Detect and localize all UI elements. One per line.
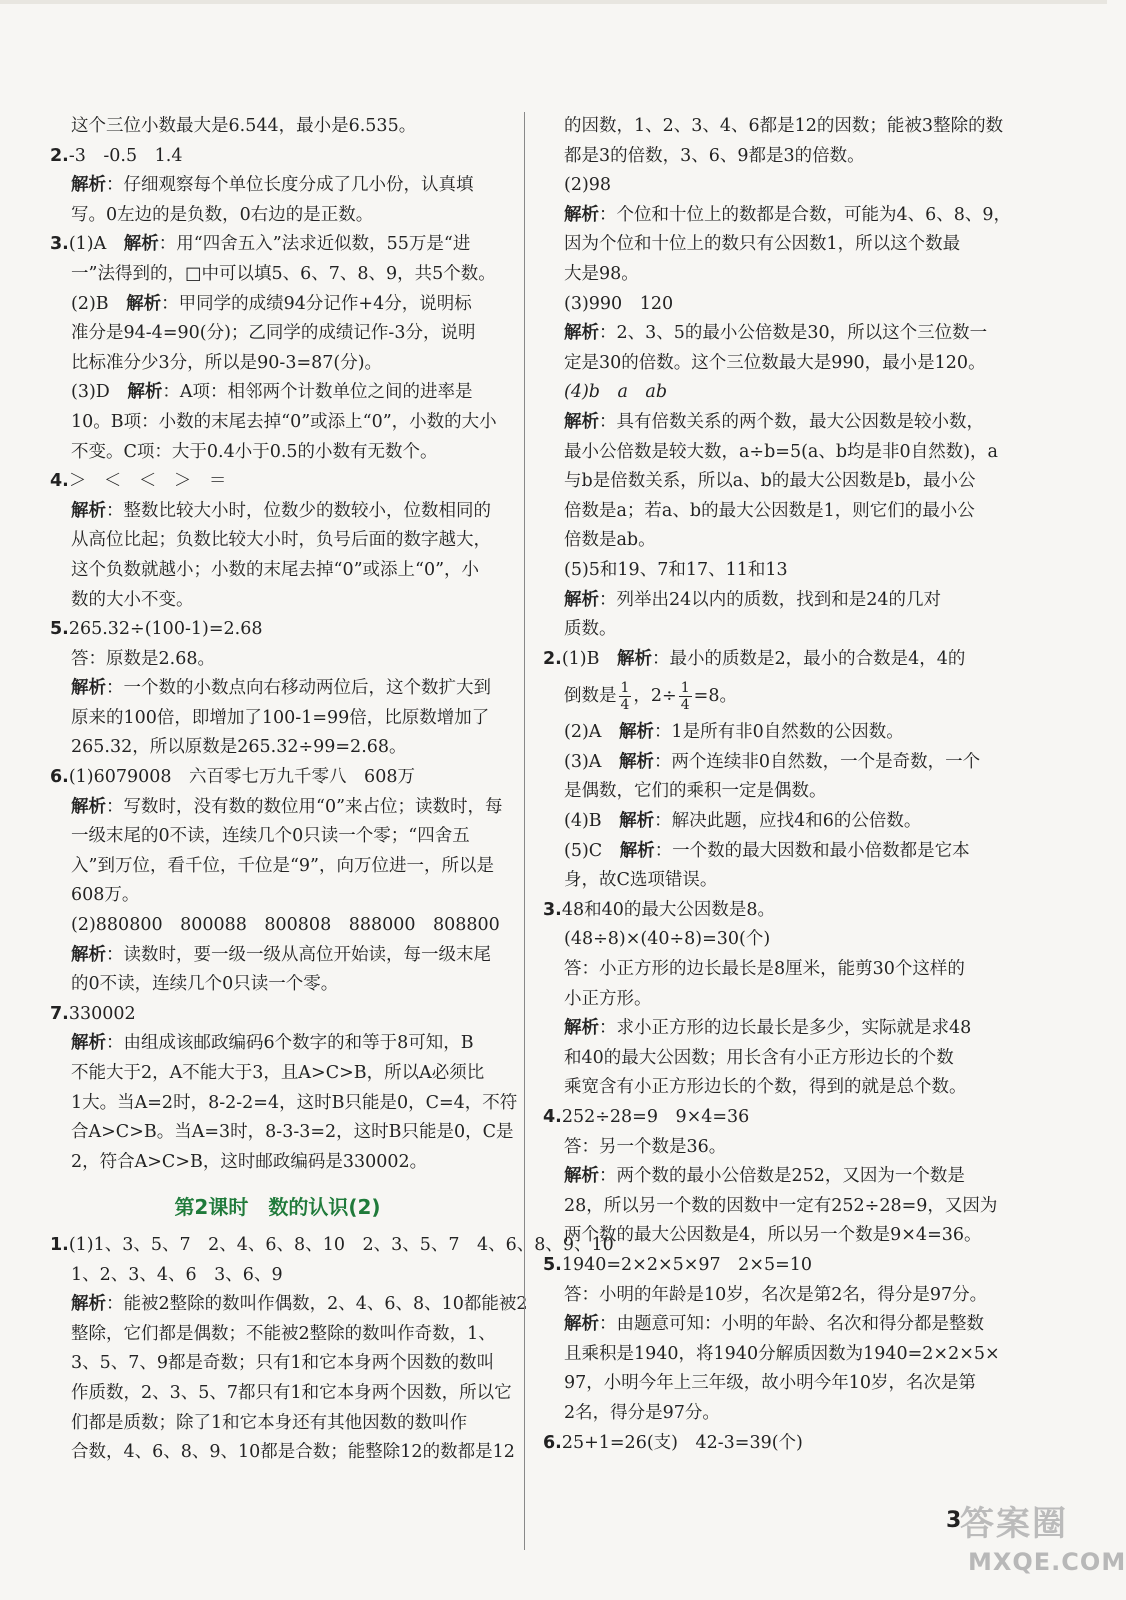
answer: (2)A [564, 722, 619, 743]
analysis-text: 原来的100倍，即增加了100-1=99倍，比原数增加了 [71, 707, 490, 728]
analysis-text: 10。B项：小数的末尾去掉“0”或添上“0”，小数的大小 [71, 411, 497, 432]
analysis-label: 解析 [564, 323, 599, 344]
answer: 265.32÷(100-1)=2.68 [68, 619, 263, 640]
analysis-text: 比标准分少3分，所以是90-3=87(分)。 [71, 352, 383, 373]
analysis-text: 定是30的倍数。这个三位数最大是990，最小是120。 [564, 352, 986, 373]
analysis-label: 解析 [71, 678, 106, 699]
answer: 252÷28=9 9×4=36 [561, 1107, 750, 1127]
analysis-text: 从高位比起；负数比较大小时，负号后面的数字越大， [71, 530, 491, 551]
analysis-text: 这个负数就越小；小数的末尾去掉“0”或添上“0”，小 [71, 559, 480, 580]
analysis-text: 一级末尾的0不读，连续几个0只读一个零；“四舍五 [71, 826, 470, 847]
analysis-text: 97，小明今年上三年级，故小明今年10岁，名次是第 [564, 1373, 977, 1394]
analysis-label: 解析 [71, 500, 106, 521]
fraction-numerator: 1 [620, 680, 630, 697]
analysis-text: ：一个数的最大因数和最小倍数都是它本 [654, 840, 970, 861]
answer: ＞ ＜ ＜ ＞ ＝ [68, 471, 227, 492]
analysis-label: 解析 [564, 589, 599, 610]
analysis-label: 解析 [71, 796, 106, 817]
answer: (1)6079008 六百零七万九千零八 608万 [68, 767, 415, 788]
question-number: 3. [50, 234, 69, 255]
analysis-label: 解析 [619, 811, 655, 832]
analysis-label: 解析 [71, 175, 106, 196]
text-line: 都是3的倍数，3、6、9都是3的倍数。 [564, 145, 865, 166]
analysis-text: 倍数是a；若a、b的最大公因数是1，则它们的最小公 [564, 500, 975, 521]
answer: (4)B [564, 811, 620, 832]
analysis-label: 解析 [126, 293, 162, 314]
answer: 48和40的最大公因数是8。 [561, 899, 775, 920]
analysis-text: 质数。 [564, 619, 617, 640]
answer: (4)b a ab [564, 382, 668, 403]
analysis-text: 是偶数，它们的乘积一定是偶数。 [564, 781, 827, 802]
fraction-numerator: 1 [680, 680, 690, 697]
question-number: 2. [50, 145, 69, 166]
answer: (2)B [71, 293, 127, 314]
analysis-label: 解析 [618, 751, 654, 772]
answer: 25+1=26(支) 42-3=39(个) [561, 1432, 803, 1453]
section-heading: 第2课时 数的认识(2) [174, 1195, 381, 1220]
analysis-label: 解析 [564, 1166, 599, 1187]
question-number: 5. [543, 1254, 562, 1275]
analysis-label: 解析 [564, 204, 599, 225]
analysis-text: 最小公倍数是较大数，a÷b=5(a、b均是非0自然数)，a [564, 441, 998, 462]
analysis-label: 解析 [564, 1018, 599, 1039]
watermark-url: MXQE.COM [968, 1548, 1126, 1576]
answer: 答：小正方形的边长最长是8厘米，能剪30个这样的 [564, 959, 965, 980]
analysis-label: 解析 [618, 722, 654, 743]
analysis-text: 不变。C项：大于0.4小于0.5的小数有无数个。 [71, 441, 438, 462]
analysis-text: ：用“四舍五入”法求近似数，55万是“进 [158, 234, 471, 255]
analysis-text: 与b是倍数关系，所以a、b的最大公因数是b，最小公 [564, 471, 976, 492]
question-number: 5. [50, 619, 69, 640]
analysis-label: 解析 [127, 382, 163, 403]
answer: (48÷8)×(40÷8)=30(个) [564, 929, 771, 950]
analysis-text: ：两个连续非0自然数，一个是奇数，一个 [653, 751, 981, 772]
analysis-text: 数的大小不变。 [71, 589, 194, 610]
analysis-text: 2，符合A>C>B，这时邮政编码是330002。 [71, 1151, 428, 1172]
question-number: 6. [50, 767, 69, 788]
fraction-denominator: 4 [680, 697, 690, 714]
analysis-text: ：一个数的小数点向右移动两位后，这个数扩大到 [106, 678, 491, 699]
answer: (2)880800 800088 800808 888000 808800 [71, 915, 500, 936]
answer: 答：原数是2.68。 [71, 648, 215, 669]
question-number: 6. [543, 1432, 562, 1453]
analysis-text: 1大。当A=2时，8-2-2=4，这时B只能是0，C=4，不符 [71, 1092, 518, 1113]
analysis-text: ：列举出24以内的质数，找到和是24的几对 [599, 589, 942, 610]
analysis-text: ：1是所有非0自然数的公因数。 [653, 722, 904, 743]
analysis-text: ：A项：相邻两个计数单位之间的进率是 [162, 382, 473, 403]
fraction [679, 680, 692, 713]
answer: (1)A [68, 234, 124, 255]
analysis-text: 28，所以另一个数的因数中一定有252÷28=9，又因为 [564, 1195, 998, 1216]
analysis-text: 两个数的最大公因数是4，所以另一个数是9×4=36。 [564, 1225, 982, 1246]
analysis-text: 写。0左边的是负数，0右边的是正数。 [71, 204, 374, 225]
watermark-logo [960, 1496, 1126, 1592]
analysis-text: ：个位和十位上的数都是合数，可能为4、6、8、9， [599, 204, 1012, 225]
analysis-text: 合数，4、6、8、9、10都是合数；能整除12的数都是12 [71, 1442, 515, 1463]
question-number: 7. [50, 1003, 69, 1024]
question-number: 1. [50, 1234, 69, 1255]
answer: (2)98 [564, 175, 612, 196]
analysis-text: 乘宽含有小正方形边长的个数，得到的就是总个数。 [564, 1077, 967, 1098]
analysis-text: ：最小的质数是2，最小的合数是4，4的 [651, 648, 966, 669]
analysis-text: 的0不读，连续几个0只读一个零。 [71, 974, 339, 995]
analysis-text: 2名，得分是97分。 [564, 1402, 720, 1423]
analysis-text: 大是98。 [564, 263, 639, 284]
analysis-text: ：能被2整除的数叫作偶数，2、4、6、8、10都能被2 [106, 1294, 528, 1315]
analysis-text: ：写数时，没有数的数位用“0”来占位；读数时，每 [106, 796, 503, 817]
analysis-text: 3、5、7、9都是奇数；只有1和它本身两个因数的数叫 [71, 1353, 495, 1374]
page-number: 3 [946, 1508, 962, 1533]
answer: 1、2、3、4、6 3、6、9 [71, 1264, 283, 1285]
question-number: 3. [543, 899, 562, 920]
analysis-text: 一”法得到的，□中可以填5、6、7、8、9，共5个数。 [71, 263, 496, 284]
answer: (3)D [71, 382, 128, 403]
question-number: 4. [50, 471, 69, 492]
answer: (3)990 120 [564, 293, 674, 314]
analysis-text: ：读数时，要一级一级从高位开始读，每一级末尾 [106, 944, 491, 965]
analysis-text: 整除，它们都是偶数；不能被2整除的数叫作奇数，1、 [71, 1323, 496, 1344]
analysis-text: ，2÷ [633, 686, 677, 707]
question-number: 4. [543, 1107, 562, 1127]
analysis-label: 解析 [616, 648, 652, 669]
text-line: 的因数，1、2、3、4、6都是12的因数；能被3整除的数 [564, 116, 1004, 136]
analysis-text: 准分是94-4=90(分)；乙同学的成绩记作-3分，说明 [71, 323, 476, 344]
answer: 小正方形。 [564, 988, 652, 1009]
analysis-text: ：解决此题，应找4和6的公倍数。 [654, 811, 922, 832]
analysis-text: 倍数是ab。 [564, 530, 656, 551]
answer: -3 -0.5 1.4 [68, 145, 183, 166]
analysis-label: 解析 [619, 840, 655, 861]
analysis-text: ：仔细观察每个单位长度分成了几小份，认真填 [106, 175, 474, 196]
analysis-text: 入”到万位，看千位，千位是“9”，向万位进一，所以是 [71, 855, 494, 876]
analysis-text: 倒数是 [564, 686, 617, 707]
analysis-text: 因为个位和十位上的数只有公因数1，所以这个数最 [564, 234, 961, 255]
analysis-label: 解析 [564, 1314, 599, 1335]
watermark-text: 答案圈 [960, 1504, 1068, 1544]
analysis-text: 265.32，所以原数是265.32÷99=2.68。 [71, 737, 407, 758]
analysis-text: ：两个数的最小公倍数是252，又因为一个数是 [599, 1166, 965, 1187]
answer: (1)B [561, 648, 617, 669]
analysis-label: 解析 [564, 411, 599, 432]
analysis-label: 解析 [71, 944, 106, 965]
answer: (5)C [564, 840, 620, 861]
analysis-text: ：甲同学的成绩94分记作+4分，说明标 [161, 293, 472, 314]
fraction [619, 680, 632, 713]
answer: 1940=2×2×5×97 2×5=10 [561, 1254, 813, 1275]
analysis-text: 们都是质数；除了1和它本身还有其他因数的数叫作 [71, 1412, 468, 1433]
question-number: 2. [543, 648, 562, 669]
analysis-label: 解析 [123, 234, 159, 255]
analysis-label: 解析 [71, 1294, 106, 1315]
text-line: 这个三位小数最大是6.544，最小是6.535。 [71, 116, 417, 136]
right-column [543, 112, 1012, 1458]
analysis-text: 作质数，2、3、5、7都只有1和它本身两个因数，所以它 [71, 1382, 512, 1403]
analysis-text: ：2、3、5的最小公倍数是30，所以这个三位数一 [599, 323, 988, 344]
analysis-text: ：整数比较大小时，位数少的数较小，位数相同的 [106, 500, 491, 521]
analysis-text: 不能大于2，A不能大于3，且A>C>B，所以A必须比 [71, 1063, 485, 1083]
answer: (3)A [564, 751, 619, 772]
answer: 答：另一个数是36。 [564, 1136, 727, 1157]
analysis-text: 且乘积是1940，将1940分解质因数为1940=2×2×5× [564, 1343, 1000, 1364]
answer: 330002 [68, 1003, 136, 1024]
fraction-denominator: 4 [620, 697, 630, 714]
answer: 答：小明的年龄是10岁，名次是第2名，得分是97分。 [564, 1284, 988, 1305]
analysis-text: =8。 [693, 686, 737, 707]
analysis-label: 解析 [71, 1033, 106, 1054]
top-edge [0, 0, 1107, 4]
answer: (1)1、3、5、7 2、4、6、8、10 2、3、5、7 4、6、8、9、10 [68, 1234, 614, 1255]
answer: (5)5和19、7和17、11和13 [564, 559, 788, 580]
analysis-text: ：由题意可知：小明的年龄、名次和得分都是整数 [599, 1314, 984, 1335]
analysis-text: 合A>C>B。当A=3时，8-3-3=2，这时B只能是0，C是 [71, 1122, 514, 1143]
column-divider [524, 112, 525, 1550]
analysis-text: 和40的最大公因数；用长含有小正方形边长的个数 [564, 1047, 954, 1068]
analysis-text-fraction [543, 674, 998, 718]
analysis-text: ：具有倍数关系的两个数，最大公因数是较小数， [599, 411, 984, 432]
analysis-text: ：求小正方形的边长最长是多少，实际就是求48 [599, 1018, 972, 1039]
analysis-text: 身，故C选项错误。 [564, 870, 718, 891]
analysis-text: ：由组成该邮政编码6个数字的和等于8可知，B [106, 1033, 474, 1054]
analysis-text: 608万。 [71, 885, 140, 906]
